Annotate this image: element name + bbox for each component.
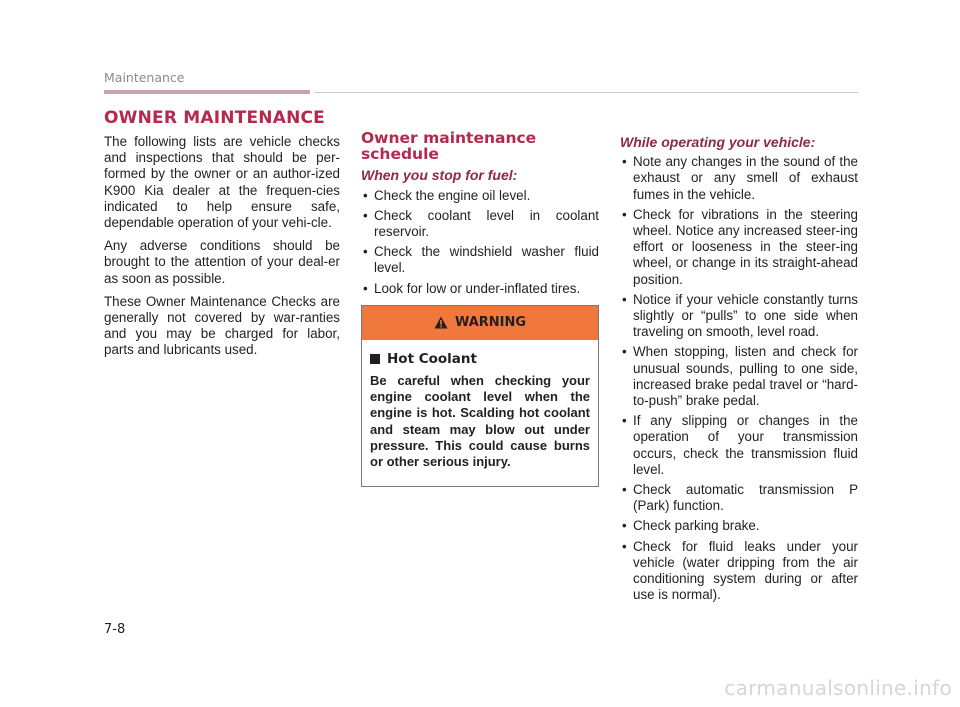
warning-triangle-icon <box>434 316 448 329</box>
warning-title-text: Hot Coolant <box>387 350 477 367</box>
operating-list <box>620 154 858 603</box>
list-item: • Notice if your vehicle constantly turns slightly or “pulls” to one side when traveling on smooth, level road. <box>620 292 858 341</box>
operating-subheading: While operating your vehicle: <box>620 134 816 150</box>
warning-label: WARNING <box>454 314 527 330</box>
list-item: • Check parking brake. <box>620 518 858 534</box>
list-item: • Look for low or under-inflated tires. <box>361 281 599 297</box>
fuel-stop-list <box>361 188 599 297</box>
list-item: • Check the windshield washer fluid level. <box>361 244 599 276</box>
list-item: • Check coolant level in coolant reservoir. <box>361 208 599 240</box>
square-bullet-icon <box>370 354 380 364</box>
intro-paragraph-1: The following lists are vehicle checks and inspections that should be per-formed by the owner or an author-ized K900 Kia dealer at the frequen-cies indicated to help ensure safe, dependable operation of your vehi-cle. <box>104 134 340 231</box>
list-item: • Check for fluid leaks under your vehicle (water dripping from the air conditioning system during or after use is normal). <box>620 539 858 604</box>
intro-column <box>104 134 340 366</box>
list-item: • If any slipping or changes in the operation of your transmission occurs, check the transmission fluid level. <box>620 413 858 478</box>
fuel-stop-subheading: When you stop for fuel: <box>361 167 518 184</box>
operating-column <box>620 130 858 607</box>
list-item: • Check for vibrations in the steering wheel. Notice any increased steer-ing effort or looseness in the steer-ing wheel, or change in its straight-ahead position. <box>620 207 858 288</box>
schedule-heading: Owner maintenance schedule <box>361 129 537 164</box>
list-item: • Check automatic transmission P (Park) function. <box>620 482 858 514</box>
list-item: • Note any changes in the sound of the exhaust or any smell of exhaust fumes in the vehicle. <box>620 154 858 203</box>
watermark: carmanualsonline.info <box>724 676 952 700</box>
intro-paragraph-3: These Owner Maintenance Checks are generally not covered by war-ranties and you may be charged for labor, parts and lubricants used. <box>104 293 340 358</box>
header-accent-bar <box>104 90 310 94</box>
intro-paragraph-2: Any adverse conditions should be brought to the attention of your deal-er as soon as possible. <box>104 238 340 286</box>
page-number: 7-8 <box>104 622 126 637</box>
page-title: OWNER MAINTENANCE <box>104 108 325 128</box>
warning-title <box>370 351 590 367</box>
warning-box <box>361 305 599 487</box>
warning-header <box>362 306 598 340</box>
list-item: • Check the engine oil level. <box>361 188 599 204</box>
warning-text: Be careful when checking your engine coolant level when the engine is hot. Scalding hot coolant and steam may blow out under pressure. This could cause burns or other serious injury. <box>370 373 590 470</box>
list-item: • When stopping, listen and check for unusual sounds, pulling to one side, increased brake pedal travel or “hard-to-push” brake pedal. <box>620 344 858 409</box>
warning-body <box>362 340 598 486</box>
schedule-column <box>361 130 599 487</box>
section-label: Maintenance <box>104 70 185 85</box>
header-divider <box>314 92 858 93</box>
